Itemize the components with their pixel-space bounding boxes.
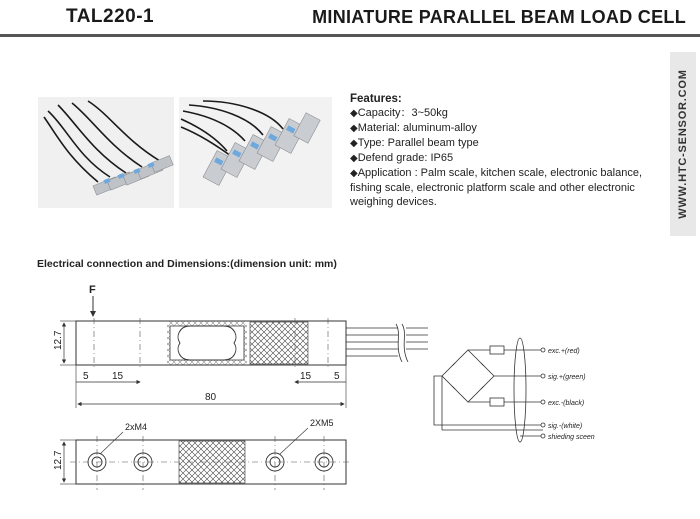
feature-text: Defend grade: IP65 — [357, 152, 454, 164]
feature-application — [350, 166, 650, 209]
right-edge-dimension: 5 — [334, 371, 340, 382]
wiring-diagram — [428, 330, 628, 445]
features-title: Features: — [350, 93, 402, 105]
wire-label-exc-plus: exc.+(red) — [548, 348, 580, 355]
diamond-bullet-icon: ◆ — [350, 123, 358, 134]
feature-text: Capacity：3~50kg — [357, 107, 448, 119]
double-hole-cutout — [178, 326, 236, 360]
feature-material — [350, 121, 650, 136]
feature-text: Material: aluminum-alloy — [357, 122, 477, 134]
dimensions-section-title: Electrical connection and Dimensions:(dimension unit: mm) — [37, 258, 337, 270]
diamond-bullet-icon: ◆ — [350, 138, 358, 149]
model-number: TAL220-1 — [66, 6, 155, 27]
thread-right-label: 2XM5 — [310, 418, 334, 428]
feature-capacity — [350, 106, 650, 121]
feature-text: Type: Parallel beam type — [357, 137, 479, 149]
wheatstone-bridge — [442, 350, 494, 402]
load-cell-photo-1 — [38, 97, 174, 208]
strain-gauge-area — [250, 322, 308, 364]
height-dimension-bottom: 12.7 — [53, 450, 64, 470]
cable — [346, 324, 428, 362]
thread-left-label: 2xM4 — [125, 422, 148, 432]
website-label: WWW.HTC-SENSOR.COM — [677, 69, 689, 219]
left-edge-dimension: 5 — [83, 371, 89, 382]
website-label-container — [670, 52, 696, 236]
load-cell-photo-2 — [179, 97, 332, 208]
product-title: MINIATURE PARALLEL BEAM LOAD CELL — [312, 7, 686, 27]
diamond-bullet-icon: ◆ — [350, 168, 358, 179]
right-hole-dimension: 15 — [300, 371, 312, 382]
header-divider — [0, 34, 700, 37]
total-length-dimension: 80 — [205, 392, 217, 403]
feature-defend-grade — [350, 151, 650, 166]
feature-text: Application : Palm scale, kitchen scale, electronic balance, fishing scale, electronic platform scale and other electronic weighing devices. — [350, 167, 643, 208]
wire-label-exc-minus: exc.-(black) — [548, 400, 585, 407]
force-label: F — [89, 284, 96, 296]
features-list — [350, 92, 650, 209]
feature-type — [350, 136, 650, 151]
wire-label-sig-minus: sig.-(white) — [548, 423, 583, 430]
wire-label-shield: shieding sceen — [548, 434, 595, 441]
dimension-drawing — [30, 278, 430, 498]
left-hole-dimension: 15 — [112, 371, 124, 382]
height-dimension-top: 12.7 — [53, 330, 64, 350]
wire-label-sig-plus: sig.+(green) — [548, 374, 586, 381]
diamond-bullet-icon: ◆ — [350, 153, 358, 164]
diamond-bullet-icon: ◆ — [350, 108, 358, 119]
